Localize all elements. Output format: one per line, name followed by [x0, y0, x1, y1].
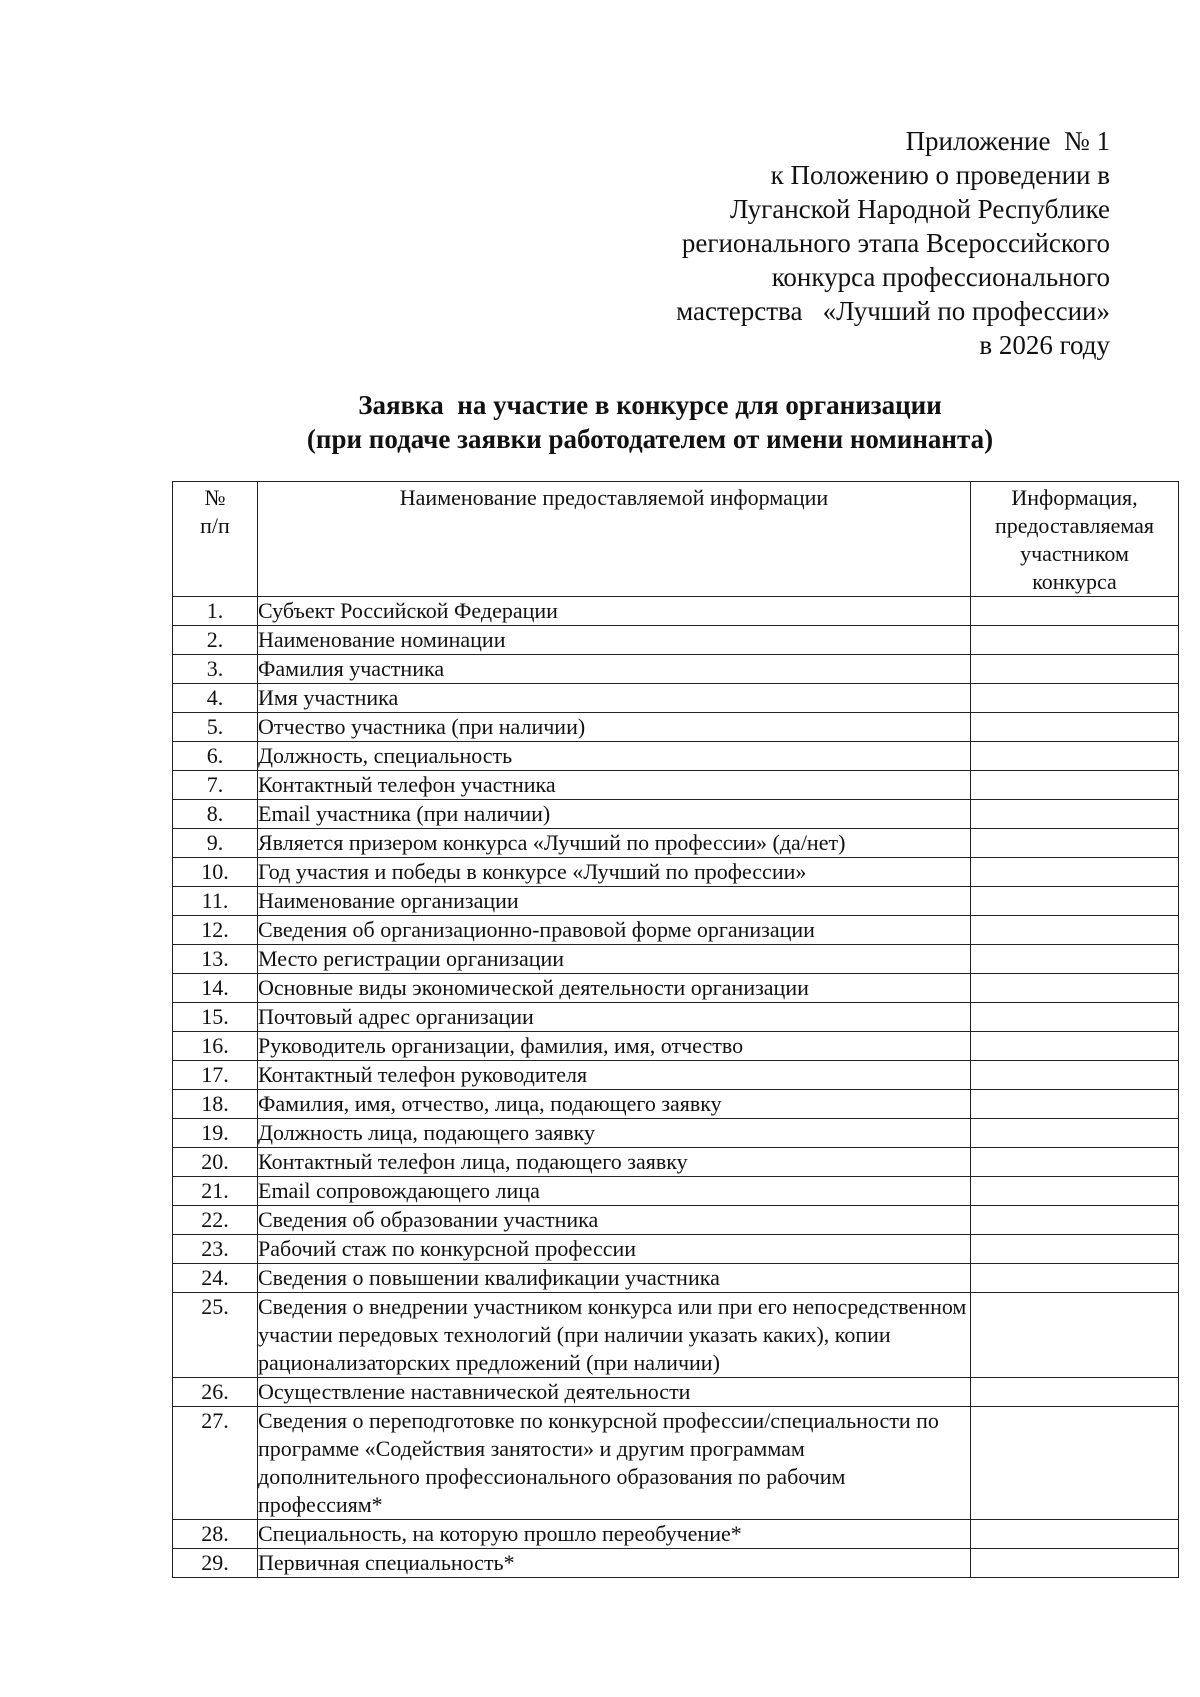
- row-field-name: Фамилия, имя, отчество, лица, подающего заявку: [258, 1090, 971, 1119]
- row-field-name: Имя участника: [258, 684, 971, 713]
- row-number: 8.: [173, 800, 258, 829]
- table-row: [173, 1293, 1179, 1378]
- row-field-name: Email участника (при наличии): [258, 800, 971, 829]
- row-number: 24.: [173, 1264, 258, 1293]
- row-field-name: Сведения о переподготовке по конкурсной профессии/специальности по программе «Содействия занятости» и другим программам дополнительного профессионального образования по рабочим профессиям*: [258, 1407, 971, 1520]
- row-field-name: Сведения об образовании участника: [258, 1206, 971, 1235]
- row-number: 2.: [173, 626, 258, 655]
- column-header-number: [173, 482, 258, 597]
- row-field-name: Осуществление наставнической деятельности: [258, 1378, 971, 1407]
- row-number: 6.: [173, 742, 258, 771]
- row-number: 23.: [173, 1235, 258, 1264]
- table-row: [173, 626, 1179, 655]
- table-row: [173, 1003, 1179, 1032]
- row-value-cell[interactable]: [971, 1520, 1179, 1549]
- row-value-cell[interactable]: [971, 974, 1179, 1003]
- table-row: [173, 858, 1179, 887]
- table-row: [173, 1520, 1179, 1549]
- row-number: 20.: [173, 1148, 258, 1177]
- row-number: 5.: [173, 713, 258, 742]
- table-row: [173, 829, 1179, 858]
- row-number: 21.: [173, 1177, 258, 1206]
- table-row: [173, 1206, 1179, 1235]
- row-field-name: Руководитель организации, фамилия, имя, отчество: [258, 1032, 971, 1061]
- row-value-cell[interactable]: [971, 800, 1179, 829]
- table-row: [173, 974, 1179, 1003]
- row-number: 19.: [173, 1119, 258, 1148]
- row-value-cell[interactable]: [971, 916, 1179, 945]
- row-field-name: Сведения об организационно-правовой форме организации: [258, 916, 971, 945]
- row-number: 16.: [173, 1032, 258, 1061]
- row-number: 26.: [173, 1378, 258, 1407]
- table-row: [173, 1090, 1179, 1119]
- header-text: конкурса: [1032, 569, 1117, 594]
- table-row: [173, 655, 1179, 684]
- row-value-cell[interactable]: [971, 1235, 1179, 1264]
- appendix-line: Луганской Народной Республике: [730, 194, 1110, 224]
- table-row: [173, 713, 1179, 742]
- row-value-cell[interactable]: [971, 1549, 1179, 1578]
- document-title: [0, 388, 1200, 456]
- row-value-cell[interactable]: [971, 597, 1179, 626]
- row-number: 4.: [173, 684, 258, 713]
- row-value-cell[interactable]: [971, 742, 1179, 771]
- row-number: 22.: [173, 1206, 258, 1235]
- appendix-line: Приложение № 1: [905, 126, 1110, 156]
- table-row: [173, 684, 1179, 713]
- table-row: [173, 800, 1179, 829]
- row-field-name: Рабочий стаж по конкурсной профессии: [258, 1235, 971, 1264]
- row-number: 10.: [173, 858, 258, 887]
- row-field-name: Контактный телефон участника: [258, 771, 971, 800]
- row-value-cell[interactable]: [971, 858, 1179, 887]
- row-value-cell[interactable]: [971, 626, 1179, 655]
- appendix-line: в 2026 году: [979, 330, 1110, 360]
- row-number: 9.: [173, 829, 258, 858]
- row-field-name: Контактный телефон лица, подающего заявку: [258, 1148, 971, 1177]
- row-field-name: Место регистрации организации: [258, 945, 971, 974]
- appendix-line: регионального этапа Всероссийского: [681, 228, 1110, 258]
- table-row: [173, 771, 1179, 800]
- table-row: [173, 1119, 1179, 1148]
- row-value-cell[interactable]: [971, 1206, 1179, 1235]
- row-number: 11.: [173, 887, 258, 916]
- row-number: 27.: [173, 1407, 258, 1520]
- row-value-cell[interactable]: [971, 1119, 1179, 1148]
- column-header-info: [971, 482, 1179, 597]
- table-row: [173, 945, 1179, 974]
- row-number: 18.: [173, 1090, 258, 1119]
- column-header-name: Наименование предоставляемой информации: [258, 482, 971, 597]
- row-number: 3.: [173, 655, 258, 684]
- row-field-name: Специальность, на которую прошло переобучение*: [258, 1520, 971, 1549]
- row-field-name: Основные виды экономической деятельности организации: [258, 974, 971, 1003]
- row-number: 1.: [173, 597, 258, 626]
- row-field-name: Контактный телефон руководителя: [258, 1061, 971, 1090]
- row-value-cell[interactable]: [971, 1378, 1179, 1407]
- row-field-name: Почтовый адрес организации: [258, 1003, 971, 1032]
- row-field-name: Первичная специальность*: [258, 1549, 971, 1578]
- table-row: [173, 1061, 1179, 1090]
- application-form-table: [172, 481, 1179, 1578]
- table-row: [173, 1549, 1179, 1578]
- row-value-cell[interactable]: [971, 945, 1179, 974]
- row-value-cell[interactable]: [971, 655, 1179, 684]
- row-value-cell[interactable]: [971, 1177, 1179, 1206]
- table-row: [173, 597, 1179, 626]
- header-text: №: [204, 485, 226, 510]
- row-field-name: Должность лица, подающего заявку: [258, 1119, 971, 1148]
- row-value-cell[interactable]: [971, 1293, 1179, 1378]
- row-number: 29.: [173, 1549, 258, 1578]
- row-value-cell[interactable]: [971, 771, 1179, 800]
- appendix-line: конкурса профессионального: [771, 262, 1110, 292]
- row-value-cell[interactable]: [971, 829, 1179, 858]
- row-field-name: Сведения о внедрении участником конкурса или при его непосредственном участии передовых технологий (при наличии указать каких), копии рационализаторских предложений (при наличии): [258, 1293, 971, 1378]
- row-field-name: Сведения о повышении квалификации участника: [258, 1264, 971, 1293]
- row-field-name: Наименование организации: [258, 887, 971, 916]
- row-number: 25.: [173, 1293, 258, 1378]
- row-value-cell[interactable]: [971, 1090, 1179, 1119]
- row-number: 12.: [173, 916, 258, 945]
- header-text: Информация,: [1011, 485, 1138, 510]
- row-value-cell[interactable]: [971, 1407, 1179, 1520]
- row-number: 13.: [173, 945, 258, 974]
- row-field-name: Фамилия участника: [258, 655, 971, 684]
- table-row: [173, 742, 1179, 771]
- row-field-name: Субъект Российской Федерации: [258, 597, 971, 626]
- header-text: п/п: [200, 513, 230, 538]
- row-value-cell[interactable]: [971, 1003, 1179, 1032]
- row-number: 17.: [173, 1061, 258, 1090]
- row-value-cell[interactable]: [971, 887, 1179, 916]
- title-line: Заявка на участие в конкурсе для организации: [358, 390, 942, 420]
- table-header-row: [173, 482, 1179, 597]
- row-field-name: Должность, специальность: [258, 742, 971, 771]
- row-value-cell[interactable]: [971, 1264, 1179, 1293]
- table-row: [173, 1378, 1179, 1407]
- header-text: предоставляемая: [994, 513, 1155, 538]
- row-field-name: Отчество участника (при наличии): [258, 713, 971, 742]
- appendix-line: к Положению о проведении в: [770, 160, 1110, 190]
- appendix-header: [676, 124, 1110, 362]
- table-row: [173, 1032, 1179, 1061]
- table-row: [173, 1264, 1179, 1293]
- table-row: [173, 1177, 1179, 1206]
- row-value-cell[interactable]: [971, 684, 1179, 713]
- table-row: [173, 916, 1179, 945]
- row-number: 15.: [173, 1003, 258, 1032]
- title-line: (при подаче заявки работодателем от имени номинанта): [306, 424, 994, 454]
- row-field-name: Является призером конкурса «Лучший по профессии» (да/нет): [258, 829, 971, 858]
- row-value-cell[interactable]: [971, 713, 1179, 742]
- header-text: участником: [1020, 541, 1129, 566]
- table-row: [173, 887, 1179, 916]
- table-row: [173, 1407, 1179, 1520]
- row-value-cell[interactable]: [971, 1032, 1179, 1061]
- table-row: [173, 1235, 1179, 1264]
- row-field-name: Email сопровождающего лица: [258, 1177, 971, 1206]
- row-number: 14.: [173, 974, 258, 1003]
- row-field-name: Наименование номинации: [258, 626, 971, 655]
- row-value-cell[interactable]: [971, 1148, 1179, 1177]
- table-row: [173, 1148, 1179, 1177]
- row-number: 7.: [173, 771, 258, 800]
- table-body: [173, 597, 1179, 1578]
- row-number: 28.: [173, 1520, 258, 1549]
- row-field-name: Год участия и победы в конкурсе «Лучший по профессии»: [258, 858, 971, 887]
- appendix-line: мастерства «Лучший по профессии»: [676, 296, 1110, 326]
- row-value-cell[interactable]: [971, 1061, 1179, 1090]
